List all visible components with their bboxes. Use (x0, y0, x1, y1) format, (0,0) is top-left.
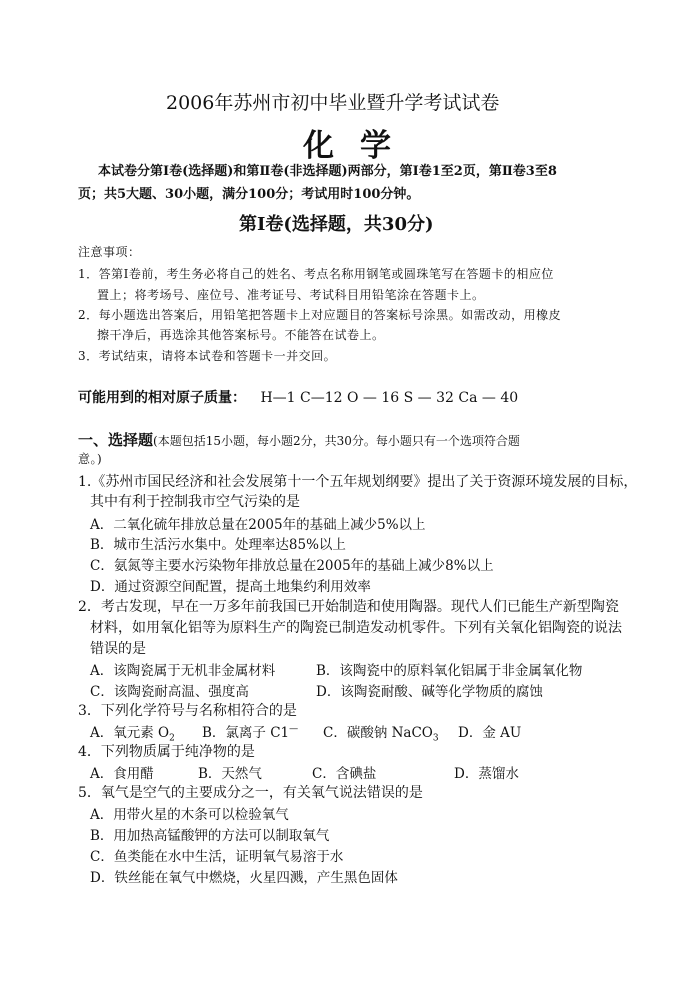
question-3-option-b (202, 721, 298, 741)
atomic-mass-values: H—1 C—12 O — 16 S — 32 Ca — 40 (260, 390, 519, 406)
part-1-note-cont: 意。) (78, 452, 103, 466)
question-4-option-c: C．含碘盐 (312, 766, 377, 782)
question-4-option-a: A．食用醋 (90, 766, 154, 782)
question-5-option-b: B．用加热高锰酸钾的方法可以制取氧气 (90, 828, 330, 844)
question-3-option-d: D．金 AU (458, 725, 522, 741)
question-3-option-b-text: B．氯离子 C1 (202, 725, 290, 741)
question-4-option-b: B．天然气 (198, 766, 262, 782)
question-2-stem-cont-1: 材料，如用氧化铝等为原料生产的陶瓷已制造发动机零件。下列有关氧化铝陶瓷的说法 (90, 620, 622, 636)
question-5-option-c: C．鱼类能在水中生活，证明氧气易溶于水 (90, 849, 344, 865)
question-3-option-c (323, 721, 439, 744)
question-2-option-d: D．该陶瓷耐酸、碱等化学物质的腐蚀 (316, 684, 543, 700)
question-1-stem-cont: 其中有利于控制我市空气污染的是 (90, 494, 300, 510)
question-4-option-d: D．蒸馏水 (454, 766, 519, 782)
note-item-2-cont: 擦干净后，再选涂其他答案标号。不能答在试卷上。 (97, 328, 385, 342)
question-5-option-d: D．铁丝能在氧气中燃烧，火星四溅，产生黑色固体 (90, 870, 398, 886)
note-item-3: 3．考试结束，请将本试卷和答题卡一并交回。 (78, 349, 337, 363)
question-1-option-d: D．通过资源空间配置，提高土地集约利用效率 (90, 579, 371, 595)
note-item-1-cont: 置上；将考场号、座位号、准考证号、考试科目用铅笔涂在答题卡上。 (97, 288, 485, 302)
atomic-mass-label: 可能用到的相对原子质量： (78, 390, 246, 406)
question-5-option-a: A．用带火星的木条可以检验氧气 (90, 807, 289, 823)
part-1-heading: 一、选择题 (78, 431, 154, 449)
question-1-stem: 1.《苏州市国民经济和社会发展第十一个五年规划纲要》提出了关于资源环境发展的目标， (78, 474, 638, 490)
subject-title: 化学 (303, 128, 417, 164)
note-item-1: 1．答第Ⅰ卷前，考生务必将自己的姓名、考点名称用钢笔或圆珠笔写在答题卡的相应位 (78, 267, 554, 281)
question-1-option-a: A．二氧化硫年排放总量在2005年的基础上减少5%以上 (90, 517, 426, 533)
question-3-option-a-subscript: 2 (169, 733, 175, 744)
question-2-stem-cont-2: 错误的是 (90, 641, 146, 657)
question-2-stem: 2．考古发现，早在一万多年前我国已开始制造和使用陶器。现代人们已能生产新型陶瓷 (78, 599, 619, 615)
part-1-heading-line (78, 429, 520, 450)
question-4-stem: 4．下列物质属于纯净物的是 (78, 744, 255, 760)
notes-heading: 注意事项： (78, 245, 141, 259)
question-2-option-a: A．该陶瓷属于无机非金属材料 (90, 663, 276, 679)
question-3-option-c-subscript: 3 (432, 733, 439, 744)
exam-title: 2006年苏州市初中毕业暨升学考试试卷 (166, 92, 500, 114)
part-1-note: (本题包括15小题，每小题2分，共30分。每小题只有一个选项符合题 (153, 434, 520, 448)
intro-line-1: 本试卷分第Ⅰ卷(选择题)和第Ⅱ卷(非选择题)两部分，第Ⅰ卷1至2页，第Ⅱ卷3至8 (98, 164, 557, 179)
question-2-option-b: B．该陶瓷中的原料氧化铝属于非金属氧化物 (316, 663, 583, 679)
question-3-stem: 3．下列化学符号与名称相符合的是 (78, 703, 297, 719)
question-1-option-c: C．氨氮等主要水污染物年排放总量在2005年的基础上减少8%以上 (90, 558, 494, 574)
atomic-mass-line (78, 387, 518, 407)
question-1-option-b: B．城市生活污水集中。处理率达85%以上 (90, 537, 346, 553)
question-5-stem: 5．氧气是空气的主要成分之一，有关氧气说法错误的是 (78, 785, 423, 801)
question-3-option-a-text: A．氧元素 O (90, 725, 170, 741)
section-1-title: 第Ⅰ卷(选择题，共30分) (239, 214, 434, 235)
note-item-2: 2．每小题选出答案后，用铅笔把答题卡上对应题目的答案标号涂黑。如需改动，用橡皮 (78, 308, 562, 322)
question-3-option-b-superscript: — (289, 724, 299, 735)
question-3-option-c-text: C．碳酸钠 NaCO (323, 725, 433, 741)
intro-line-2: 页；共5大题、30小题，满分100分；考试用时100分钟。 (78, 187, 420, 202)
question-2-option-c: C．该陶瓷耐高温、强度高 (90, 684, 249, 700)
